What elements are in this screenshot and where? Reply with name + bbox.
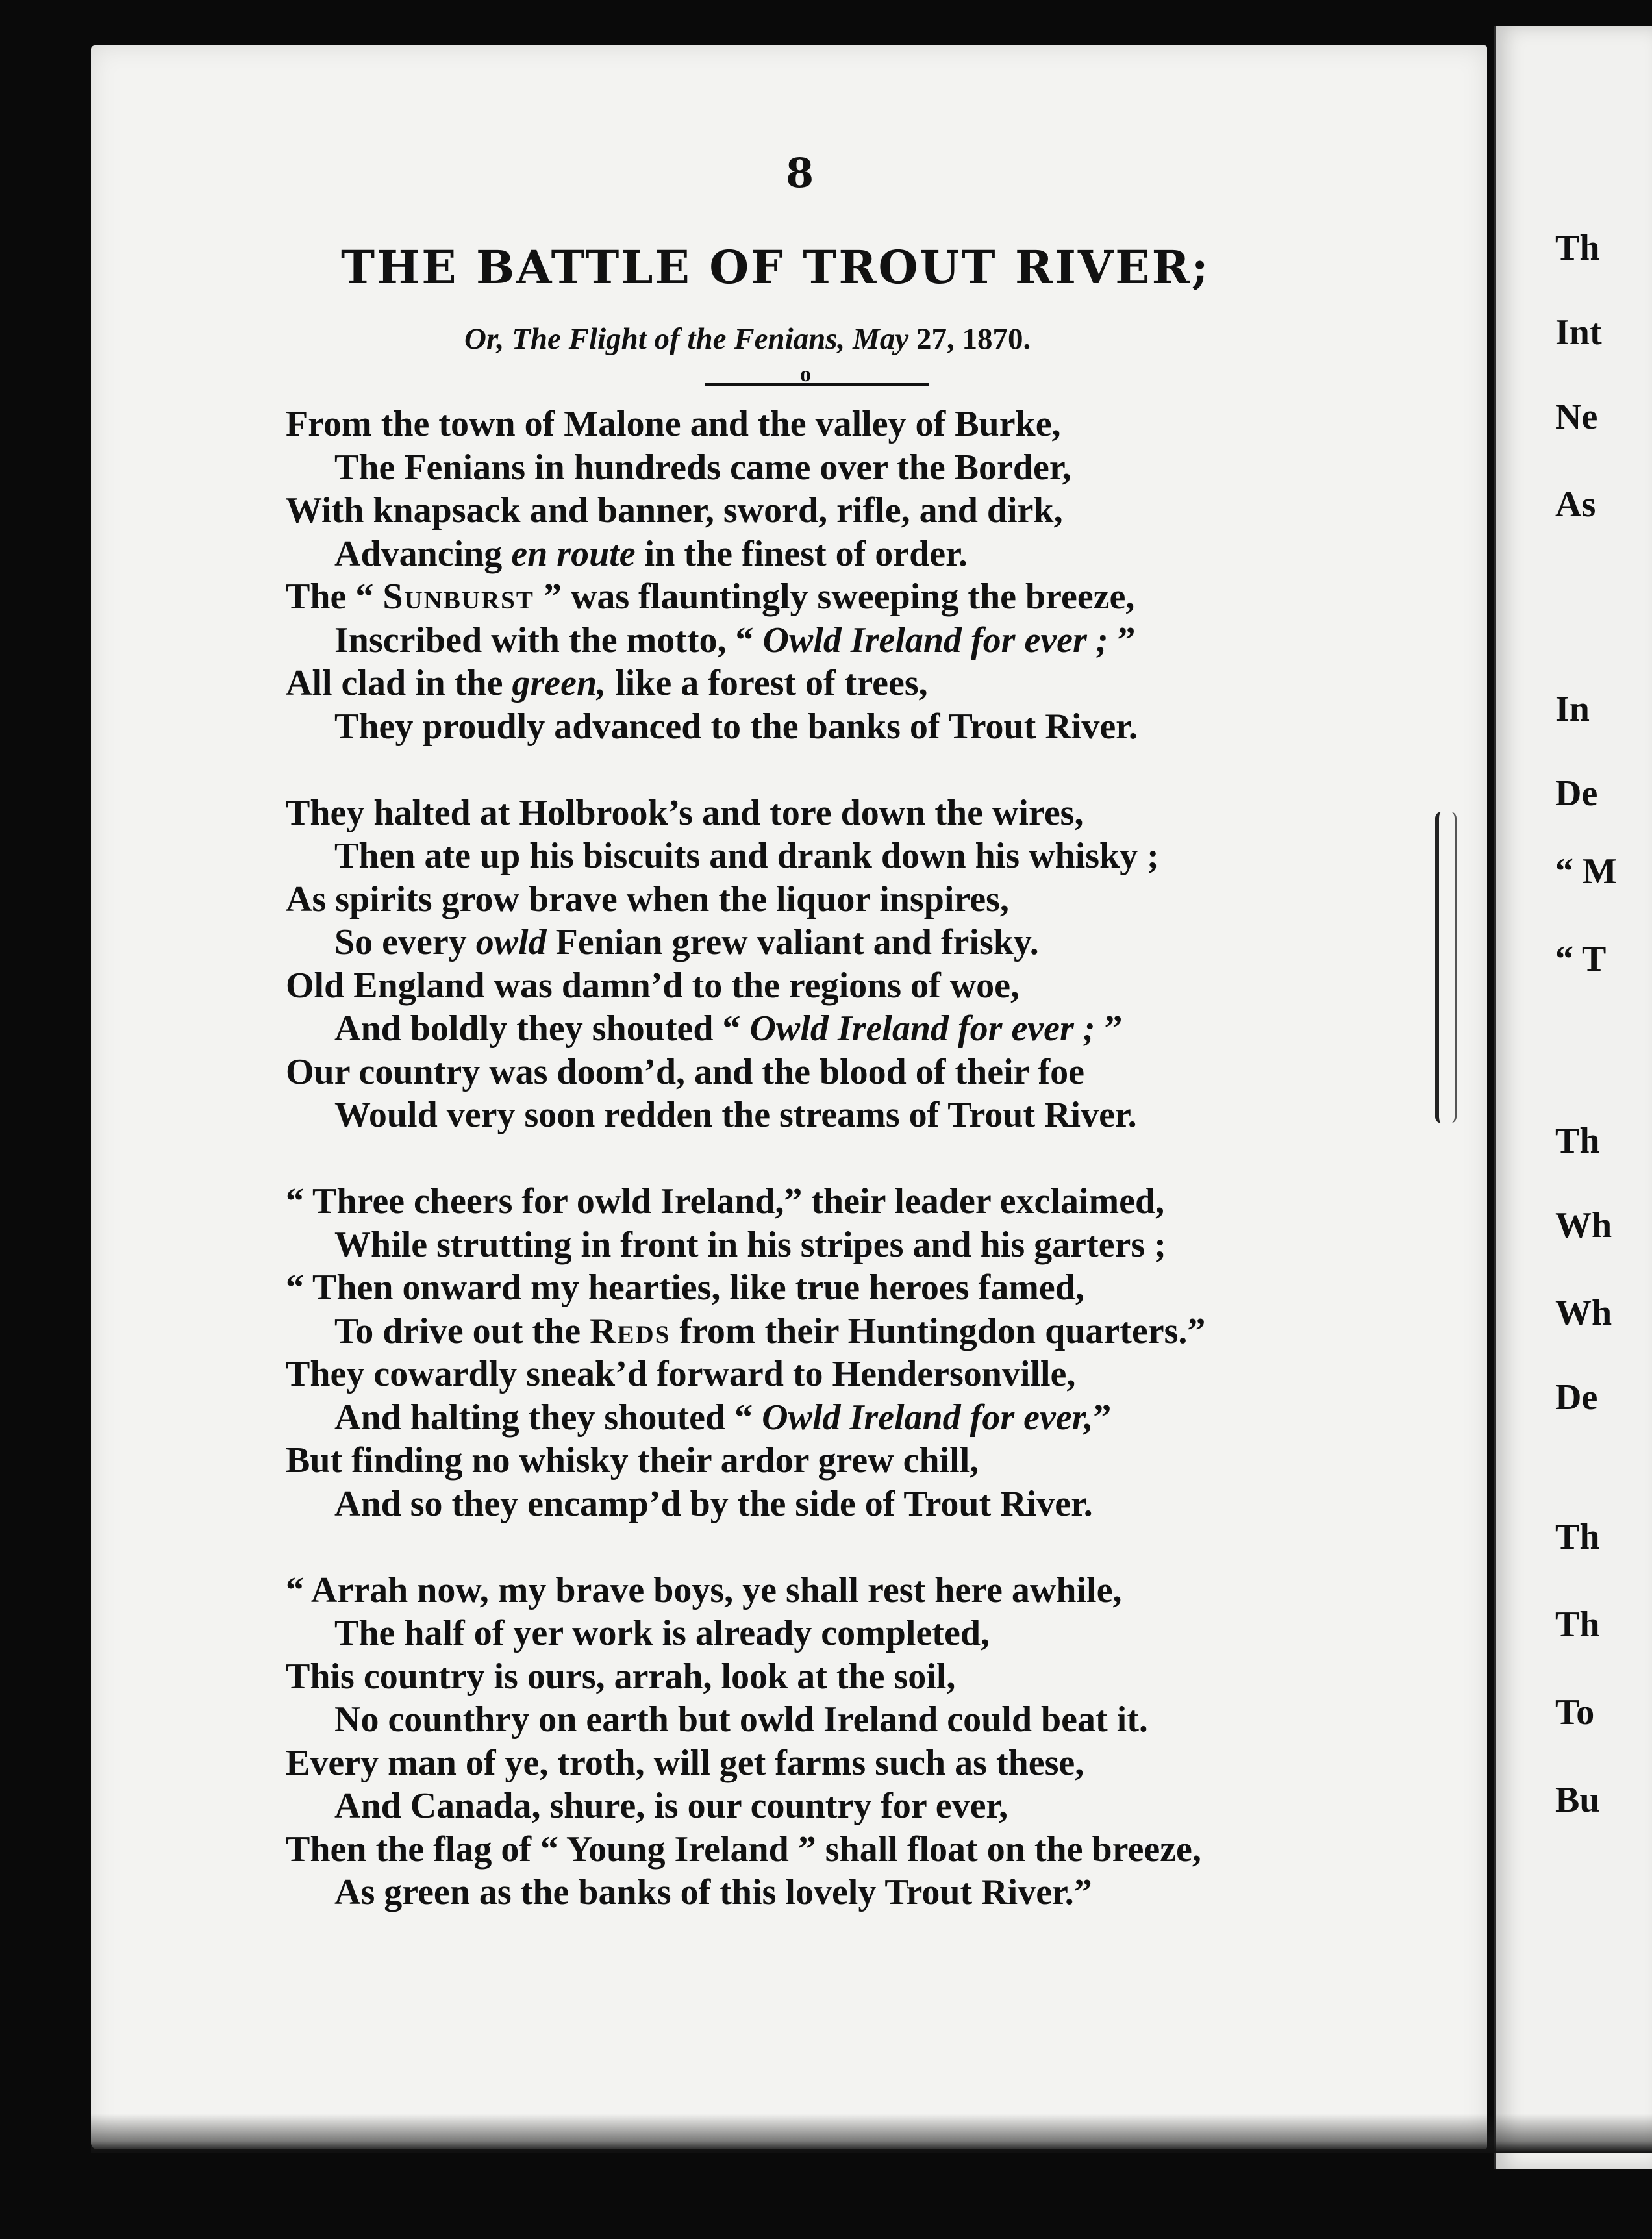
poem-line-segment: Then the flag of “ Young Ireland ” shall float on the breeze, <box>286 1829 1201 1870</box>
poem-line-segment: Would very soon redden the streams of Trout River. <box>334 1095 1137 1135</box>
poem-line <box>286 1396 1390 1440</box>
poem-line <box>286 792 1390 835</box>
poem-line <box>286 1094 1390 1137</box>
subtitle-italic: The Flight of the Fenians, May <box>512 322 909 356</box>
poem-line <box>286 921 1390 964</box>
right-page-fragment: “ M <box>1555 851 1617 892</box>
right-page-fragment: “ T <box>1555 939 1607 979</box>
poem-line <box>286 1569 1390 1612</box>
poem-line-segment: While strutting in front in his stripes and his garters ; <box>334 1224 1166 1265</box>
subtitle-lead: Or, <box>464 322 505 356</box>
right-page-fragment: Th <box>1555 1517 1600 1557</box>
right-page-fragment: Int <box>1555 312 1602 353</box>
poem-line <box>286 1051 1390 1094</box>
right-page-fragment: Wh <box>1555 1293 1612 1333</box>
poem-line-segment: And halting they shouted “ <box>334 1397 762 1438</box>
poem-body <box>286 403 1390 1914</box>
subtitle-year: 27, 1870. <box>916 322 1031 356</box>
poem-line <box>286 1871 1390 1914</box>
poem-line-segment: ” <box>1108 619 1136 660</box>
poem-line <box>286 532 1390 576</box>
poem-line-segment: Inscribed with the motto, “ <box>334 619 763 660</box>
poem-line <box>286 403 1390 446</box>
right-page-fragment: De <box>1555 773 1598 814</box>
poem-subtitle <box>464 321 1031 356</box>
poem-line-segment: As spirits grow brave when the liquor inspires, <box>286 879 1009 919</box>
poem-line-segment: “ Arrah now, my brave boys, ye shall rest here awhile, <box>286 1570 1122 1610</box>
poem-line-segment: And so they encamp’d by the side of Trout River. <box>334 1483 1093 1524</box>
poem-line-segment: They halted at Holbrook’s and tore down the wires, <box>286 792 1084 833</box>
poem-line-segment: The Fenians in hundreds came over the Border, <box>334 447 1071 488</box>
poem-line <box>286 1007 1390 1051</box>
right-page-fragment: Ne <box>1555 397 1598 437</box>
right-page-fragment: Th <box>1555 1121 1600 1161</box>
right-page-fragment: To <box>1555 1692 1595 1732</box>
stanza-gap <box>286 1137 1390 1181</box>
poem-line <box>286 1439 1390 1482</box>
poem-line-segment: from their Huntingdon quarters.” <box>670 1310 1206 1351</box>
right-page-fragment: Th <box>1555 228 1600 268</box>
poem-line <box>286 1612 1390 1655</box>
poem-line <box>286 1353 1390 1396</box>
poem-line-segment: Advancing <box>334 533 512 574</box>
poem-line-segment: Owld Ireland for ever ; <box>749 1008 1095 1049</box>
poem-line <box>286 1180 1390 1223</box>
right-page-fragment: Wh <box>1555 1205 1612 1245</box>
poem-line-segment: owld <box>475 922 547 962</box>
title-divider-rule <box>705 383 929 386</box>
poem-line <box>286 1310 1390 1353</box>
poem-line-segment: No counthry on earth but owld Ireland could beat it. <box>334 1699 1148 1740</box>
poem-line-segment: They cowardly sneak’d forward to Hendersonville, <box>286 1354 1076 1394</box>
poem-line-segment: This country is ours, arrah, look at the soil, <box>286 1656 956 1697</box>
poem-line-segment: And Canada, shure, is our country for ever, <box>334 1786 1008 1826</box>
poem-line-segment: like a forest of trees, <box>606 663 928 703</box>
poem-line <box>286 575 1390 619</box>
stanza-gap <box>286 748 1390 792</box>
poem-line <box>286 1784 1390 1828</box>
right-page-fragment: Bu <box>1555 1780 1600 1820</box>
poem-line-segment: But finding no whisky their ardor grew chill, <box>286 1440 979 1481</box>
right-page-fragment: De <box>1555 1377 1598 1418</box>
poem-line-segment: From the town of Malone and the valley of Burke, <box>286 404 1061 444</box>
scan-bottom-shadow <box>91 2114 1652 2153</box>
page-number: 8 <box>786 149 814 197</box>
poem-line-segment: Every man of ye, troth, will get farms such as these, <box>286 1742 1084 1783</box>
poem-line-segment: “ Three cheers for owld Ireland,” their leader exclaimed, <box>286 1181 1165 1221</box>
poem-line-segment: All clad in the <box>286 663 512 703</box>
poem-line-segment: “ Then onward my hearties, like true heroes famed, <box>286 1268 1084 1308</box>
poem-line <box>286 1655 1390 1699</box>
poem-line-segment: ” <box>1095 1008 1123 1049</box>
poem-line-segment: They proudly advanced to the banks of Trout River. <box>334 706 1138 747</box>
poem-line-segment: Old England was damn’d to the regions of woe, <box>286 965 1020 1006</box>
title-divider-ornament: o <box>800 362 811 386</box>
stanza-gap <box>286 1525 1390 1569</box>
poem-line <box>286 834 1390 878</box>
poem-line <box>286 1482 1390 1526</box>
poem-line <box>286 662 1390 705</box>
poem-line <box>286 1698 1390 1742</box>
poem-line <box>286 1828 1390 1871</box>
poem-title: THE BATTLE OF TROUT RIVER; <box>341 240 1210 294</box>
poem-line <box>286 1742 1390 1785</box>
poem-line-segment: Owld Ireland for ever, <box>762 1397 1094 1438</box>
poem-line-segment: Sunburst <box>382 577 534 617</box>
poem-line-segment: in the finest of order. <box>635 533 968 574</box>
poem-line-segment: To drive out the <box>334 1310 590 1351</box>
poem-line <box>286 1223 1390 1267</box>
poem-line-segment: With knapsack and banner, sword, rifle, and dirk, <box>286 490 1063 531</box>
poem-line <box>286 489 1390 532</box>
poem-line <box>286 619 1390 662</box>
poem-line-segment: Then ate up his biscuits and drank down his whisky ; <box>334 836 1159 876</box>
binding-thread <box>1435 812 1457 1123</box>
poem-line-segment: Reds <box>590 1310 671 1351</box>
poem-line-segment: Fenian grew valiant and frisky. <box>546 922 1039 962</box>
right-page-fragment: In <box>1555 689 1590 729</box>
poem-line-segment: Our country was doom’d, and the blood of their foe <box>286 1051 1085 1092</box>
poem-line-segment: The “ <box>286 577 383 617</box>
poem-line <box>286 1266 1390 1310</box>
poem-line-segment: ” was flauntingly sweeping the breeze, <box>534 577 1135 617</box>
poem-line-segment: And boldly they shouted “ <box>334 1008 750 1049</box>
poem-line-segment: green, <box>512 663 607 703</box>
poem-line <box>286 705 1390 749</box>
poem-line-segment: Owld Ireland for ever ; <box>762 619 1108 660</box>
poem-line-segment: The half of yer work is already completed, <box>334 1613 990 1653</box>
poem-line-segment: ” <box>1093 1397 1112 1438</box>
poem-line <box>286 964 1390 1008</box>
poem-line <box>286 446 1390 490</box>
poem-line-segment: So every <box>334 922 476 962</box>
right-page-fragment: As <box>1555 484 1596 525</box>
poem-line-segment: en route <box>511 533 636 574</box>
right-page-fragment: Th <box>1555 1605 1600 1645</box>
poem-line <box>286 878 1390 921</box>
poem-line-segment: As green as the banks of this lovely Trout River.” <box>334 1872 1092 1912</box>
